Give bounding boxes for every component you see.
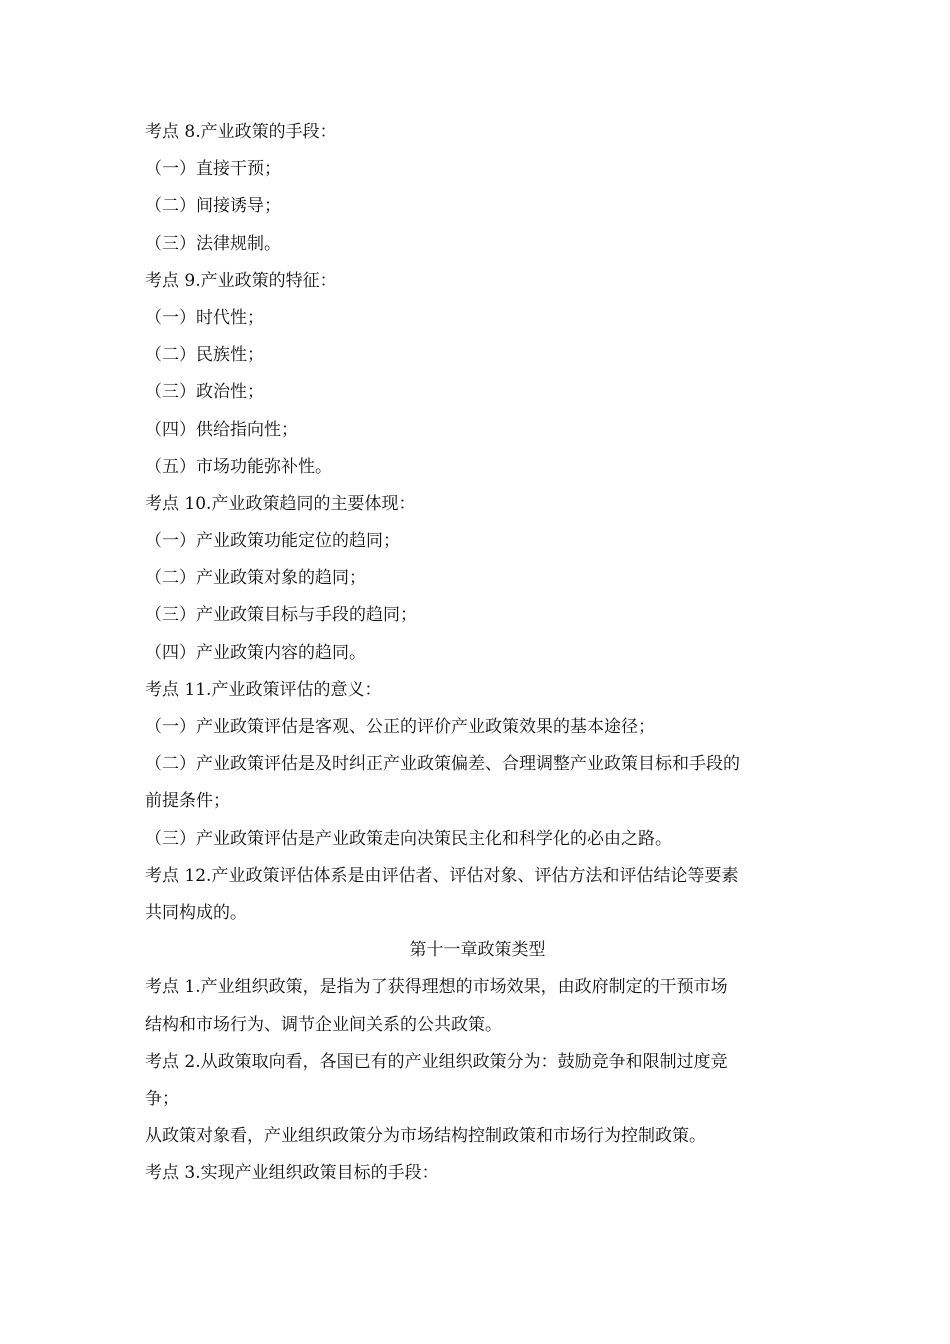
text-line: 考点 2.从政策取向看，各国已有的产业组织政策分为：鼓励竞争和限制过度竞 [145, 1051, 728, 1072]
document-page [145, 114, 810, 1192]
text-line: 考点 1.产业组织政策，是指为了获得理想的市场效果，由政府制定的干预市场 [145, 977, 728, 998]
text-line: （五）市场功能弥补性。 [145, 456, 332, 477]
text-line: （二）产业政策评估是及时纠正产业政策偏差、合理调整产业政策目标和手段的 [145, 754, 740, 775]
text-line: 结构和市场行为、调节企业间关系的公共政策。 [145, 1014, 502, 1035]
text-line: 考点 11.产业政策评估的意义： [145, 679, 382, 700]
text-line: 考点 10.产业政策趋同的主要体现： [145, 493, 416, 514]
text-line: （三）产业政策目标与手段的趋同； [145, 605, 417, 626]
text-line: （三）产业政策评估是产业政策走向决策民主化和科学化的必由之路。 [145, 828, 672, 849]
text-line: （一）产业政策功能定位的趋同； [145, 531, 400, 552]
text-line: 考点 9.产业政策的特征： [145, 270, 337, 291]
text-line: 共同构成的。 [145, 902, 247, 923]
text-line: （二）产业政策对象的趋同； [145, 568, 366, 589]
text-line: （一）产业政策评估是客观、公正的评价产业政策效果的基本途径； [145, 717, 655, 737]
text-line: （二）间接诱导； [145, 196, 281, 217]
chapter-heading: 第十一章政策类型 [409, 940, 546, 961]
text-line: 考点 3.实现产业组织政策目标的手段： [145, 1163, 439, 1184]
text-line: （一）时代性； [145, 307, 264, 328]
text-line: （三）法律规制。 [145, 233, 281, 254]
text-line: （二）民族性； [145, 345, 264, 366]
text-line: （四）供给指向性； [145, 419, 298, 440]
text-line: 考点 8.产业政策的手段： [145, 122, 337, 142]
text-line: （一）直接干预； [145, 159, 281, 180]
text-line: 从政策对象看，产业组织政策分为市场结构控制政策和市场行为控制政策。 [145, 1126, 706, 1147]
text-line: 考点 12.产业政策评估体系是由评估者、评估对象、评估方法和评估结论等要素 [145, 865, 739, 886]
text-line: （三）政治性； [145, 382, 264, 403]
text-line: 前提条件； [145, 791, 230, 812]
text-line: （四）产业政策内容的趋同。 [145, 642, 366, 663]
text-line: 争； [145, 1088, 179, 1109]
